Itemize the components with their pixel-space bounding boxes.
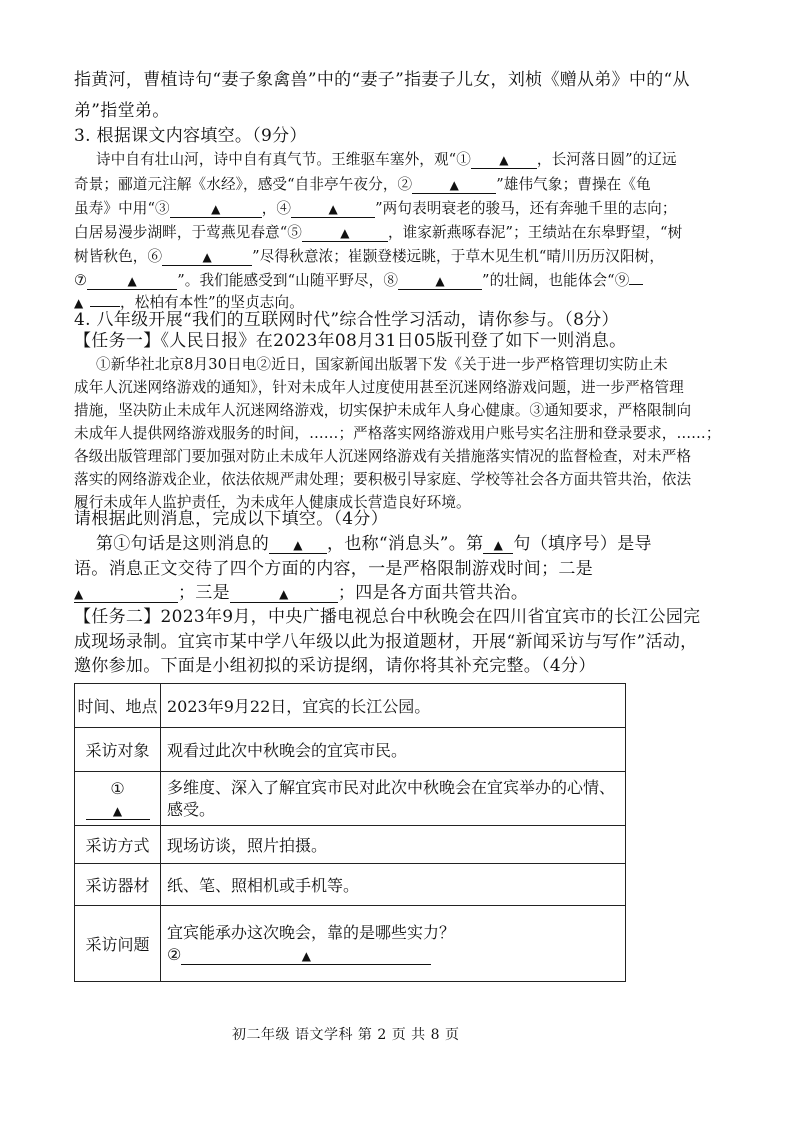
fill-text: ，也称“消息头”。第 [327, 534, 484, 554]
q3-text: ”的壮阔，也能体会“⑨ [482, 272, 630, 289]
news-line-5: 各级出版管理部门要加强对防止未成年人沉迷网络游戏有关措施落实情况的监督检查，对未严格 [74, 448, 692, 465]
q3-text: ，谁家新燕啄春泥”；王绩站在东皋野望，“树 [387, 224, 683, 241]
news-line-2: 成年人沉迷网络游戏的通知》，针对未成年人过度使用甚至沉迷网络游戏问题，进一步严格管理 [74, 379, 684, 396]
q3-line-4 [74, 223, 682, 242]
triangle-icon: ▲ [435, 274, 445, 288]
blank-content-3[interactable] [230, 585, 338, 603]
blank-news-head[interactable] [269, 536, 327, 554]
fill-text: ；四是各方面共管共治。 [337, 583, 529, 603]
row-label: 采访方式 [75, 826, 161, 864]
blank-purpose[interactable] [86, 802, 150, 820]
interview-outline-table [74, 683, 626, 982]
task-1-instruction: 请根据此则消息，完成以下填空。（4分） [74, 509, 389, 529]
question-3-heading: 3. 根据课文内容填空。（9分） [74, 126, 307, 146]
triangle-icon: ▲ [449, 178, 459, 192]
q3-text: 奇景；郦道元注解《水经》，感受“自非亭午夜分，② [74, 176, 413, 193]
task-2-line-2: 成现场录制。宜宾市某中学八年级以此为报道题材，开展“新闻采访与写作”活动， [74, 632, 698, 652]
fill-text: 句（填序号）是导 [513, 534, 652, 554]
q3-line-2 [74, 175, 651, 194]
blank-content-2[interactable] [74, 585, 178, 603]
q3-text: ，长河落日圆”的辽远 [536, 151, 677, 168]
q3-text: ”。我们能感受到“山随平野尽，⑧ [177, 272, 399, 289]
q3-text: ⑦ [74, 272, 88, 289]
row-label: 采访器材 [75, 864, 161, 906]
blank-number: ① [110, 778, 125, 798]
triangle-icon: ▲ [127, 274, 137, 288]
blank-9[interactable] [629, 284, 643, 285]
table-row [75, 684, 626, 728]
row-content [161, 906, 626, 982]
q3-text: 树皆秋色，⑥ [74, 248, 163, 265]
row-label: 采访对象 [75, 728, 161, 772]
q3-line-6 [74, 271, 643, 290]
blank-number: ② [167, 944, 182, 964]
q3-line-3 [74, 199, 677, 218]
blank-9-continued[interactable] [90, 306, 120, 307]
blank-9-mark [74, 295, 90, 311]
row-content: 2023年9月22日，宜宾的长江公园。 [161, 684, 626, 728]
content-line: 多维度、深入了解宜宾市民对此次中秋晚会在宜宾举办的心情、 [167, 777, 616, 797]
row-content: 观看过此次中秋晚会的宜宾市民。 [161, 728, 626, 772]
intro-line-1: 指黄河，曹植诗句“妻子象禽兽”中的“妻子”指妻子儿女，刘桢《赠从弟》中的“从 [74, 70, 690, 90]
row-content [161, 772, 626, 826]
blank-lead-number[interactable] [483, 536, 513, 554]
question-4-heading: 4. 八年级开展“我们的互联网时代”综合性学习活动，请你参与。（8分） [74, 310, 619, 330]
triangle-icon: ▲ [493, 538, 504, 552]
news-line-1: ①新华社北京8月30日电②近日，国家新闻出版署下发《关于进一步严格管理切实防止未 [96, 356, 668, 373]
news-line-7: 履行未成年人监护责任，为未成年人健康成长营造良好环境。 [74, 494, 471, 511]
content-line: 感受。 [167, 799, 216, 819]
page-footer: 初二年级 语文学科 第 2 页 共 8 页 [232, 1027, 460, 1043]
triangle-icon: ▲ [279, 587, 289, 601]
q3-text: ，松柏有本性”的坚贞志向。 [120, 294, 304, 311]
task-2-line-1: 【任务二】2023年9月，中央广播电视总台中秋晚会在四川省宜宾市的长江公园完 [74, 607, 701, 627]
blank-7[interactable] [87, 273, 177, 290]
fill-text: ；三是 [178, 583, 230, 603]
triangle-icon: ▲ [202, 250, 212, 264]
blank-8[interactable] [398, 273, 482, 290]
blank-interview-question[interactable] [181, 947, 431, 965]
news-line-3: 措施，坚决防止未成年人沉迷网络游戏，切实保护未成年人身心健康。③通知要求，严格限制向 [74, 402, 692, 419]
row-content: 现场访谈，照片拍摄。 [161, 826, 626, 864]
blank-6[interactable] [162, 249, 252, 266]
blank-4[interactable] [291, 201, 375, 218]
row-label-blank[interactable] [75, 772, 161, 826]
q3-text: 诗中自有壮山河，诗中自有真气节。王维驱车塞外，观“① [96, 151, 471, 168]
q3-line-1 [96, 150, 677, 169]
triangle-icon: ▲ [293, 538, 303, 552]
table-row [75, 826, 626, 864]
blank-1[interactable] [471, 152, 537, 169]
news-line-4: 未成年人提供网络游戏服务的时间，……；严格落实网络游戏用户账号实名注册和登录要求，……； [74, 425, 721, 442]
q3-text: ”两句表明衰老的骏马，还有奔驰千里的志向； [375, 200, 677, 217]
blank-3[interactable] [170, 201, 262, 218]
q3-text: 虽寿》中用“③ [74, 200, 170, 217]
row-label: 采访问题 [75, 906, 161, 982]
triangle-icon: ▲ [340, 226, 350, 240]
row-content: 纸、笔、照相机或手机等。 [161, 864, 626, 906]
q3-text: ，④ [261, 200, 292, 217]
task-2-line-3: 邀你参加。下面是小组初拟的采访提纲，请你将其补充完整。（4分） [74, 656, 596, 676]
triangle-icon: ▲ [301, 948, 311, 963]
table-row [75, 728, 626, 772]
table-row [75, 864, 626, 906]
question-2-line [167, 944, 619, 966]
q3-text: 白居易漫步湖畔，于莺燕见春意“⑤ [74, 224, 302, 241]
blank-5[interactable] [302, 225, 388, 242]
news-line-6: 落实的网络游戏企业，依法依规严肃处理；要积极引导家庭、学校等社会各方面共管共治，依法 [74, 471, 692, 488]
triangle-icon: ▲ [112, 803, 123, 818]
q3-line-5 [74, 247, 664, 266]
blank-2[interactable] [412, 177, 496, 194]
table-row [75, 772, 626, 826]
table-row [75, 906, 626, 982]
row-label: 时间、地点 [75, 684, 161, 728]
fill-line-1 [96, 534, 652, 554]
q3-text: ”尽得秋意浓；崔颢登楼远眺，于草木见生机“晴川历历汉阳树， [252, 248, 665, 265]
content-line: 宜宾能承办这次晚会，靠的是哪些实力？ [167, 922, 456, 942]
triangle-icon: ▲ [328, 202, 338, 216]
triangle-icon: ▲ [74, 296, 84, 310]
triangle-icon: ▲ [499, 153, 509, 167]
fill-text: 第①句话是这则消息的 [96, 534, 269, 554]
q3-text: ”雄伟气象；曹操在《龟 [496, 176, 651, 193]
task-1-heading: 【任务一】《人民日报》在2023年08月31日05版刊登了如下一则消息。 [74, 331, 627, 351]
intro-line-2: 弟”指堂弟。 [74, 101, 170, 121]
triangle-icon: ▲ [74, 587, 84, 601]
fill-line-3 [74, 583, 528, 603]
fill-line-2: 语。消息正文交待了四个方面的内容，一是严格限制游戏时间；二是 [74, 559, 593, 579]
triangle-icon: ▲ [211, 202, 221, 216]
